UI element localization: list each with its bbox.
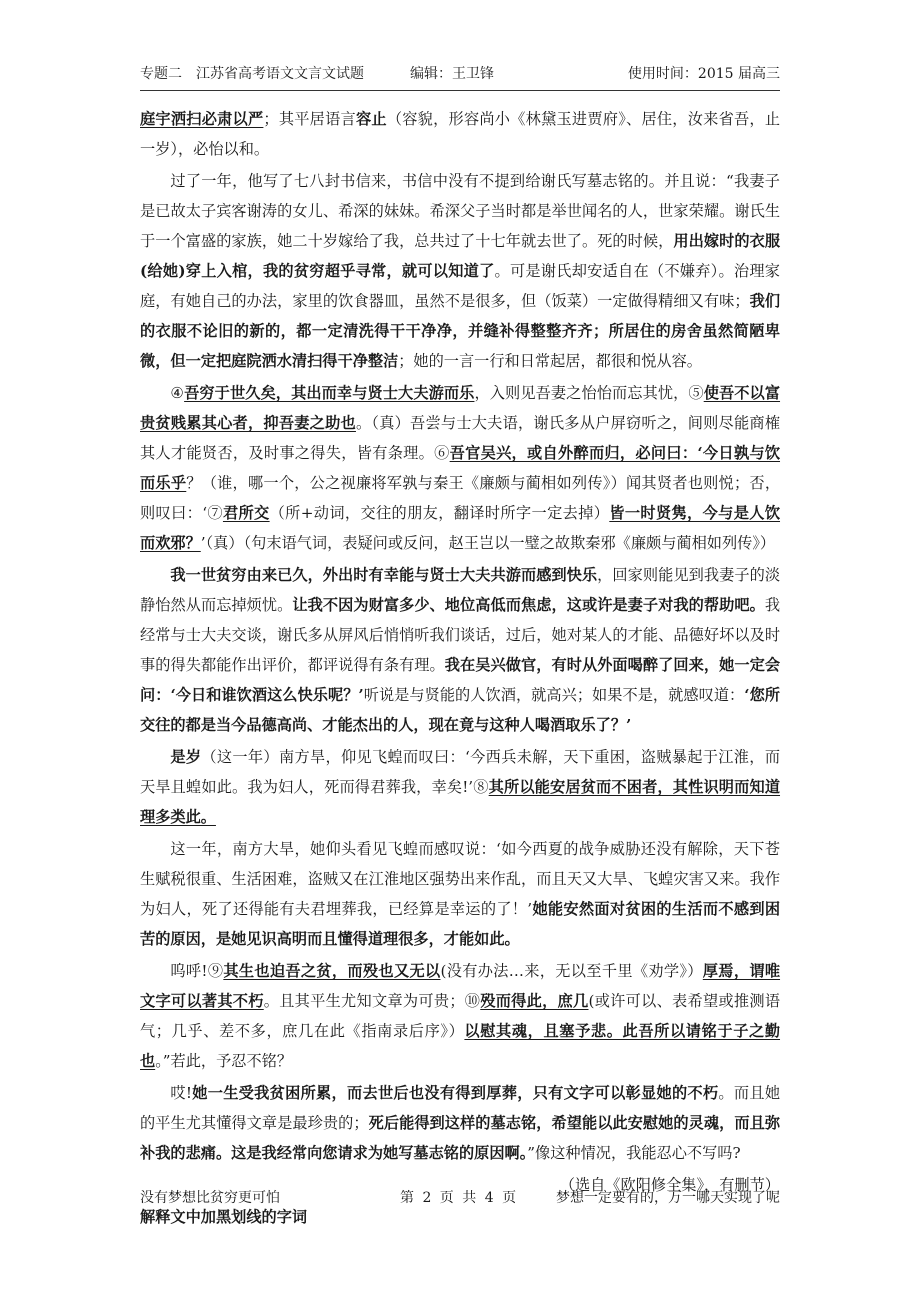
plain-text: 我经常与士大夫交谈，谢氏多从屏风后悄悄听我们谈话，过后，她对某人的才能、品德好坏以及时事的得失都能作出评价，都评说得有条有理。 [140, 596, 781, 674]
emphasis-text: 吾官吴兴，或自外醉而归，必问曰：‘今日孰与饮而乐乎 [140, 444, 781, 492]
emphasis-text: 她能安然面对贫困的生活而不感到困苦的原因，是她见识高明而且懂得道理很多，才能如此。 [140, 900, 781, 948]
emphasis-text: 以慰其魂，且塞予悲。此吾所以请铭于子之勤也 [140, 1022, 781, 1070]
page-number: 第 2 页 共 4 页 [400, 1190, 519, 1206]
paragraph-6 [140, 834, 780, 954]
plain-text: 哎! [170, 1084, 192, 1102]
annotation-text: (没有办法…来，无以至千里《劝学》） [440, 962, 703, 980]
plain-text: 。且其平生尤知文章为可贵；⑩ [263, 992, 481, 1010]
plain-text: 。”若此，予忍不铭？ [155, 1052, 293, 1070]
plain-text: 。可是谢氏却安适自在（不嫌弃）。治理家庭，有她自己的办法，家里的饮食器皿，虽然不是很多，但（饭菜）一定做得精细又有味； [140, 262, 780, 310]
plain-text: ，回家则能见到我妻子的淡静怡然从而忘掉烦忧。 [140, 566, 781, 614]
plain-text: （这一年）南方旱，仰见飞蝗而叹曰：‘今西兵未解，天下重困，盗贼暴起于江淮，而天旱且蝗如此。我为妇人，死而得君葬我，幸矣!’⑧ [140, 748, 781, 796]
plain-text: ；她的一言一行和日常起居，都很和悦从容。 [398, 352, 702, 370]
paragraph-1 [140, 104, 780, 164]
annotation-text: ？（谁，哪一个，公之视廉将军孰与秦王《廉颇与蔺相如列传》）闻其贤者也则悦；否，则叹曰：‘⑦ [140, 474, 781, 522]
emphasis-text: 我一世贫穷由来已久，外出时有幸能与贤士大夫共游而感到快乐 [170, 566, 598, 584]
header-topic: 专题二 江苏省高考语文文言文试题 [140, 66, 364, 82]
annotation-text: ’（真）（句末语气词，表疑问或反问，赵王岂以一璧之故欺秦邪《廉颇与蔺相如列传》） [200, 534, 776, 552]
emphasis-text: 其所以能安居贫而不困者，其性识明而知道理多类此。 [140, 778, 781, 826]
emphasis-text: 厚焉，谓唯文字可以著其不朽 [140, 962, 781, 1010]
plain-text: ”像这种情况，我能忍心不写吗? [527, 1144, 741, 1162]
exercise-heading: 解释文中加黑划线的字词 [140, 1208, 308, 1226]
plain-text: ；其平居语言 [263, 110, 356, 128]
plain-text: 呜呼!⑨ [170, 962, 224, 980]
marker-text: ④ [170, 384, 185, 402]
footer-motto-right: 梦想一定要有的，万一哪天实现了呢 [556, 1190, 780, 1206]
page-header [140, 62, 780, 91]
emphasis-text: ‘您所交往的都是当今品德高尚、才能杰出的人，现在竟与这种人喝酒取乐了？’ [140, 686, 780, 734]
emphasis-text: 我们的衣服不论旧的新的，都一定清洗得干干净净，并缝补得整整齐齐；所居住的房舍虽然简陋卑微，但一定把庭院洒水清扫得干净整洁 [140, 292, 781, 370]
emphasis-text: 其生也迫吾之贫，而殁也又无以 [223, 962, 441, 980]
annotation-text: (或许可以、表希望或推测语气；几乎、差不多，庶几在此《指南录后序》） [140, 992, 781, 1040]
annotation-text: （容貌，形容尚小《林黛玉进贾府》、居住，汝来省吾，止一岁），必怡以和。 [140, 110, 781, 158]
emphasis-text: 使吾不以富贵贫贱累其心者，抑吾妻之助也 [140, 384, 781, 432]
emphasis-text: 容止 [355, 110, 387, 128]
emphasis-text: 君所交 [222, 504, 270, 522]
paragraph-7 [140, 956, 780, 1076]
page-footer [140, 1186, 780, 1210]
header-editor: 编辑：王卫锋 [410, 66, 494, 82]
emphasis-text: 用出嫁时的衣服(给她)穿上入棺，我的贫穷超乎寻常，就可以知道了 [140, 232, 781, 280]
emphasis-text: 死后能得到这样的墓志铭，希望能以此安慰她的灵魂，而且弥补我的悲痛。这是我经常向您请求为她写墓志铭的原因啊。 [140, 1114, 781, 1162]
plain-text: 。（真）吾尝与士大夫语，谢氏多从户屏窃听之，间则尽能商榷其人才能贤否，及时事之得失，皆有条理。⑥ [140, 414, 781, 462]
emphasis-text: 让我不因为财富多少、地位高低而焦虑，这或许是妻子对我的帮助吧。 [292, 596, 765, 614]
emphasis-text: 是岁 [170, 748, 202, 766]
plain-text: 听说是与贤能的人饮酒，就高兴；如果不是，就感叹道： [363, 686, 745, 704]
source-note: （选自《欧阳修全集》，有删节） [559, 1176, 780, 1194]
paragraph-4 [140, 560, 780, 740]
plain-text: ，入则见吾妻之怡怡而忘其忧，⑤ [474, 384, 704, 402]
paragraph-3 [140, 378, 780, 558]
paragraph-8 [140, 1078, 780, 1168]
paragraph-2 [140, 166, 780, 376]
emphasis-text: 我在吴兴做官，有时从外面喝醉了回来，她一定会问：‘今日和谁饮酒这么快乐呢？’ [140, 656, 781, 704]
footer-motto-left: 没有梦想比贫穷更可怕 [140, 1190, 280, 1206]
plain-text: 这一年，南方大旱，她仰头看见飞蝗而感叹说：‘如今西夏的战争威胁还没有解除，天下苍生赋税很重、生活困难，盗贼又在江淮地区强势出来作乱，而且天又大旱、飞蝗灾害又来。我作为妇人，死了还得能有夫君埋葬我，已经算是幸运的了！’ [140, 840, 780, 918]
emphasis-text: 皆一时贤隽，今与是人饮而欢邪？ [140, 504, 781, 552]
emphasis-text: 殁而得此，庶几 [480, 992, 589, 1010]
emphasis-text: 吾穷于世久矣，其出而幸与贤士大夫游而乐 [184, 384, 475, 402]
annotation-text: （所+动词，交往的朋友，翻译时所字一定去掉） [269, 504, 610, 522]
plain-text: 。而且她的平生尤其懂得文章是最珍贵的； [140, 1084, 781, 1132]
paragraph-5 [140, 742, 780, 832]
header-usage-time: 使用时间：2015 届高三 [627, 66, 780, 82]
emphasis-text: 庭宇洒扫必肃以严 [140, 110, 264, 128]
plain-text: 过了一年，他写了七八封书信来，书信中没有不提到给谢氏写墓志铭的。并且说：“我妻子是已故太子宾客谢涛的女儿、希深的妹妹。希深父子当时都是举世闻名的人，世家荣耀。谢氏生于一个富盛的家族，她二十岁嫁给了我，总共过了十七年就去世了。死的时候， [140, 172, 780, 250]
emphasis-text: 她一生受我贫困所累，而去世后也没有得到厚葬，只有文字可以彰显她的不朽 [191, 1084, 719, 1102]
document-body [140, 104, 780, 1232]
